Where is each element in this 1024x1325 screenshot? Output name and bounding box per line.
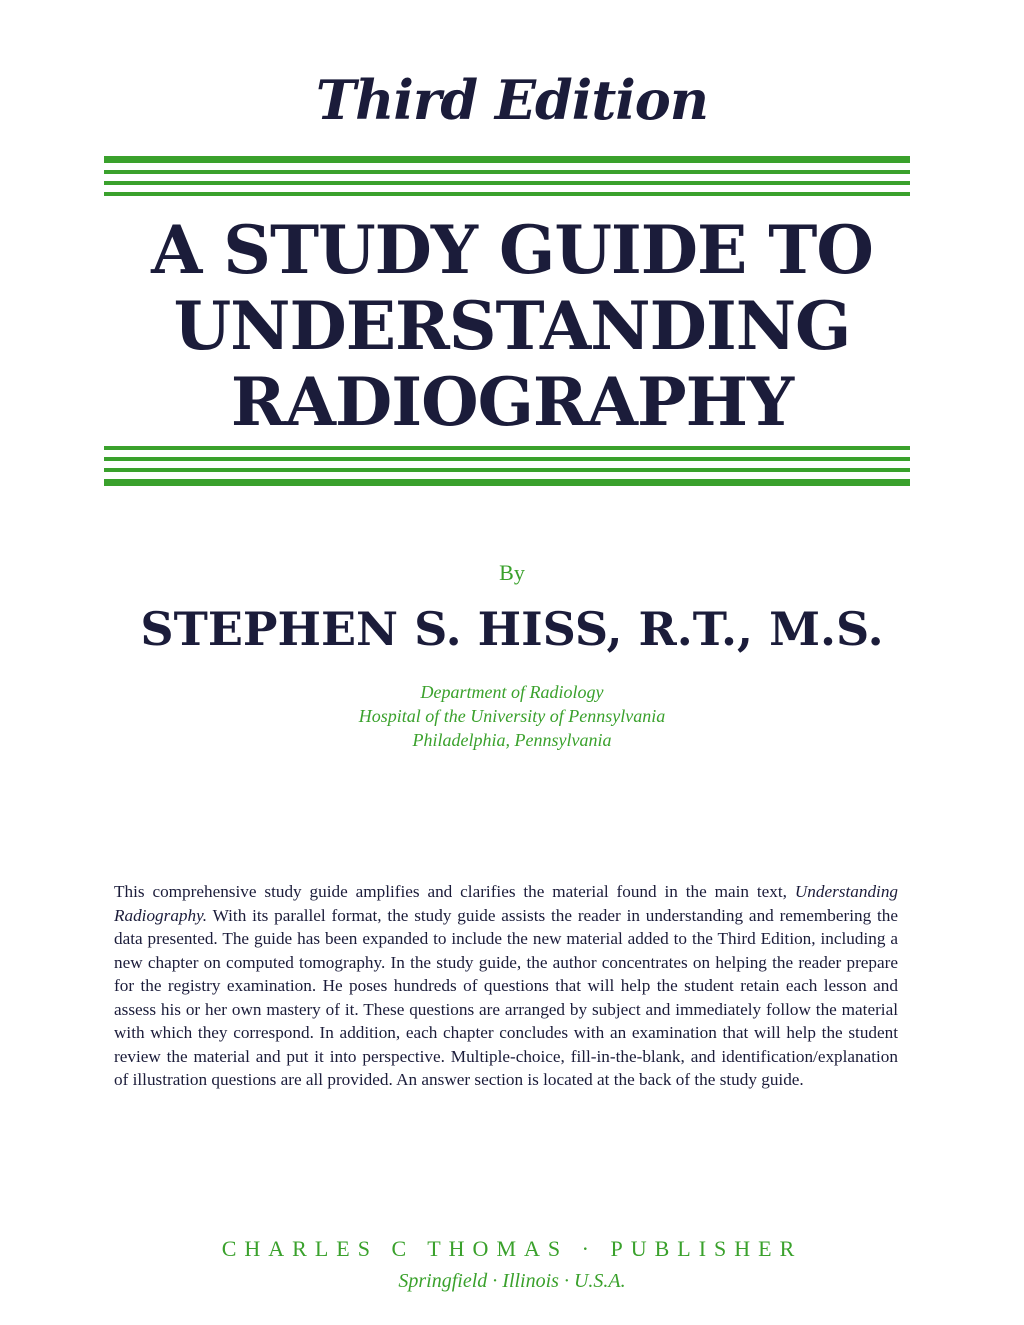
title-line-3: RADIOGRAPHY (230, 363, 794, 441)
rule-line (104, 156, 910, 163)
top-rule-group (104, 156, 910, 196)
description-text-rest: With its parallel format, the study guide assists the reader in understanding and remembering the data presented. The guide has been expanded to include the new material added to the Third Edition, including a new chapter on computed tomography. In the study guide, the author concentrates on helping the reader prepare for the registry examination. He poses hundreds of questions that will help the student retain each lesson and assess his or her own mastery of it. These questions are arranged by subject and immediately follow the material with which they correspond. In addition, each chapter concludes with an examination that will help the student review the material and put it into perspective. Multiple-choice, fill-in-the-blank, and identification/explanation of illustration questions are all provided. An answer section is located at the back of the study guide. (114, 905, 898, 1089)
description-text-start: This comprehensive study guide amplifies and clarifies the material found in the main text, (114, 882, 795, 901)
rule-line (104, 192, 910, 196)
affiliation-city: Philadelphia, Pennsylvania (412, 730, 612, 750)
rule-line (104, 457, 910, 461)
rule-line (104, 181, 910, 185)
bottom-rule-group (104, 446, 910, 486)
rule-line (104, 479, 910, 486)
affiliation-department: Department of Radiology (420, 682, 604, 702)
publisher-location: Springfield · Illinois · U.S.A. (398, 1270, 626, 1292)
description-book-reference: Understanding Radiography. (114, 882, 898, 925)
author-affiliation (0, 680, 1024, 752)
book-description (114, 880, 898, 1092)
rule-line (104, 446, 910, 450)
title-line-2: UNDERSTANDING (173, 287, 851, 365)
book-title (0, 212, 1024, 440)
title-line-1: A STUDY GUIDE TO (151, 211, 873, 289)
edition-label: Third Edition (315, 68, 709, 132)
author-name: STEPHEN S. HISS, R.T., M.S. (140, 602, 884, 656)
rule-line (104, 468, 910, 472)
publisher-name: CHARLES C THOMAS · PUBLISHER (221, 1236, 803, 1261)
affiliation-hospital: Hospital of the University of Pennsylvania (358, 706, 666, 726)
by-label: By (499, 560, 525, 585)
rule-line (104, 170, 910, 174)
